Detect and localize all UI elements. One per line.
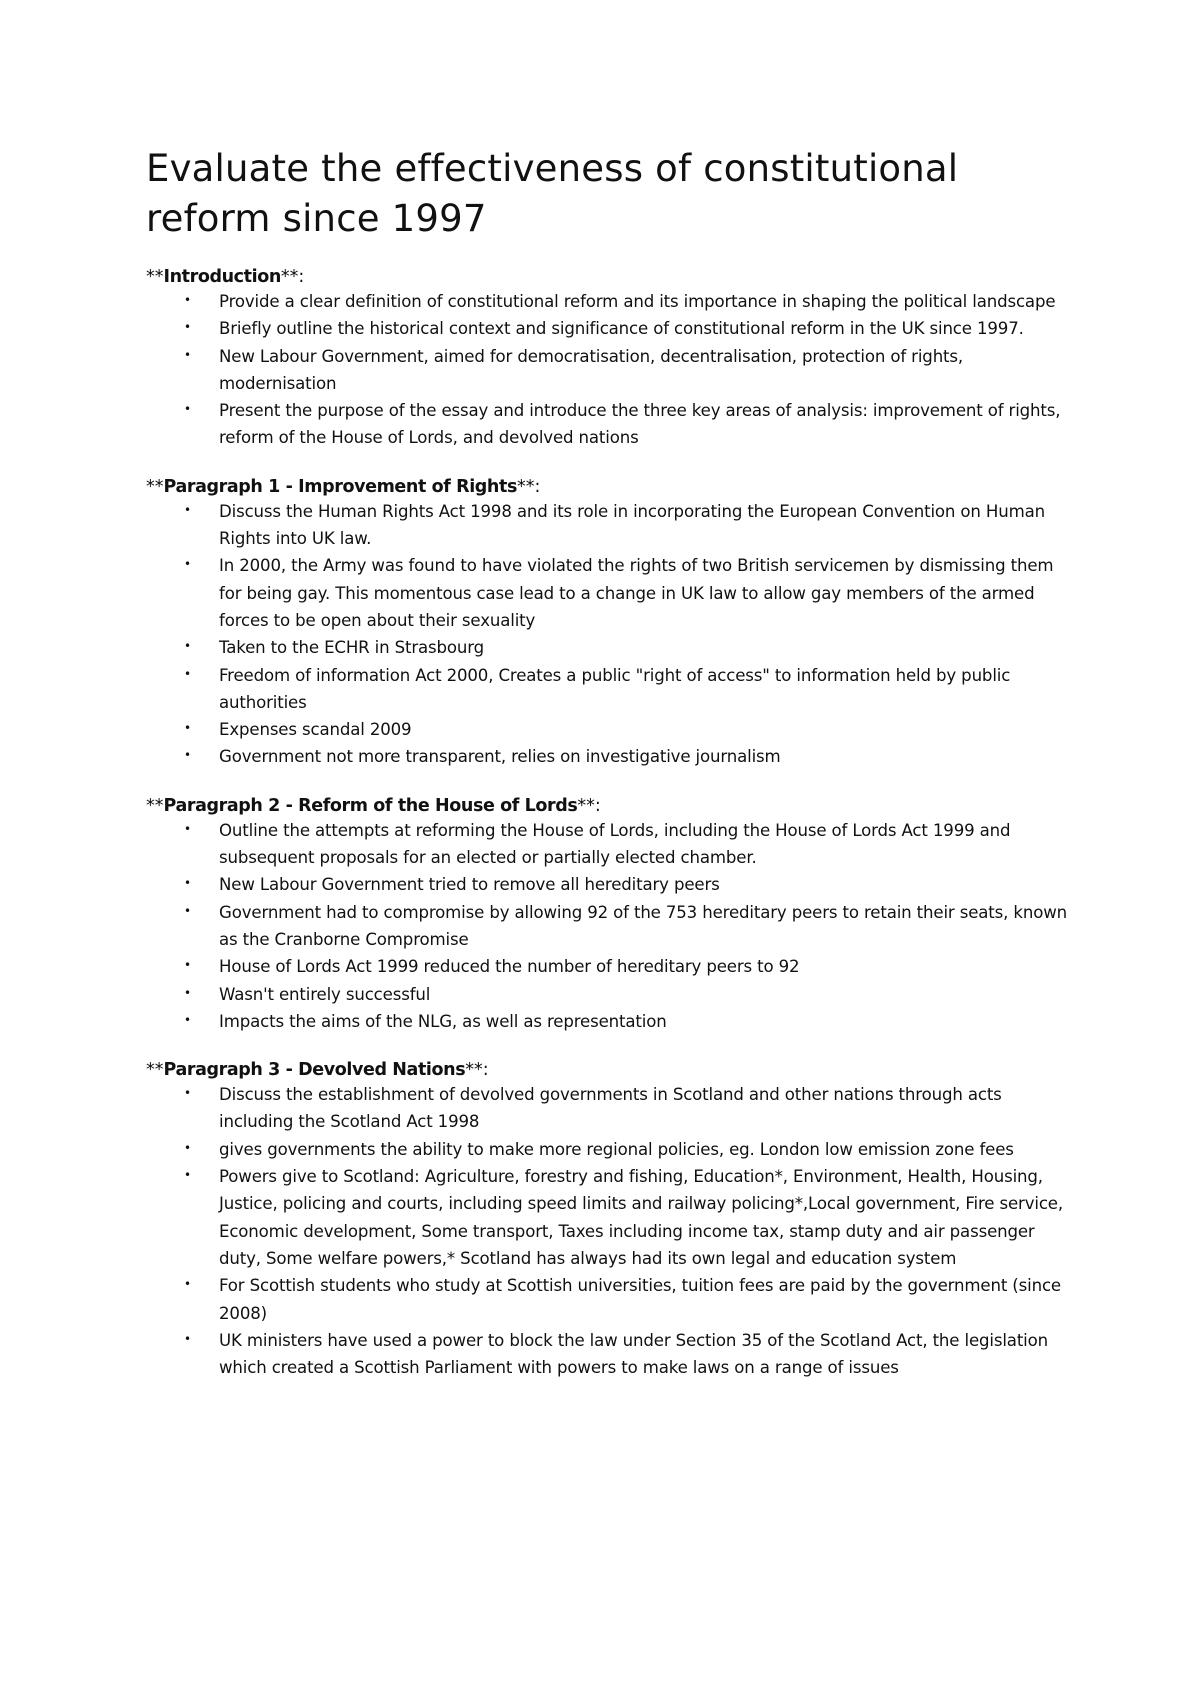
section-heading [146,1059,1076,1081]
list-item-text: Freedom of information Act 2000, Creates a public "right of access" to information held by public authorities [219,665,1011,712]
bullet-icon: • [184,402,191,417]
list-item [146,1081,1076,1136]
bullet-icon: • [184,748,191,763]
list-item [146,871,1076,898]
list-item-text: Provide a clear definition of constitutional reform and its importance in shaping the political landscape [219,292,1056,311]
list-item-text: Government had to compromise by allowing 92 of the 753 hereditary peers to retain their seats, known as the Cranborne Compromise [219,902,1067,949]
heading-prefix: ** [146,267,164,287]
bullet-icon: • [184,1168,191,1183]
list-item [146,1327,1076,1382]
list-item-text: Present the purpose of the essay and introduce the three key areas of analysis: improvement of rights, reform of the House of Lords, and devolved nations [219,401,1061,448]
list-item [146,817,1076,872]
bullet-list [146,1081,1076,1381]
bullet-icon: • [184,1140,191,1155]
list-item [146,343,1076,398]
bullet-icon: • [184,958,191,973]
bullet-icon: • [184,1012,191,1027]
heading-text: Paragraph 1 - Improvement of Rights [163,476,517,497]
heading-prefix: ** [146,795,164,816]
section [146,795,1076,1035]
sections-container [146,266,1076,1381]
list-item [146,1008,1076,1035]
section-heading [146,795,1076,817]
list-item-text: New Labour Government, aimed for democratisation, decentralisation, protection of rights, modernisation [219,346,964,393]
list-item-text: House of Lords Act 1999 reduced the number of hereditary peers to 92 [219,957,800,977]
bullet-icon: • [184,1277,191,1292]
section [146,1059,1076,1381]
bullet-icon: • [184,320,191,335]
list-item [146,498,1076,553]
list-item [146,1163,1076,1272]
list-item-text: Powers give to Scotland: Agriculture, forestry and fishing, Education*, Environment, Health, Housing, Justice, policing and courts, including speed limits and railway policing*,Local government, Fire service, Economic development, Some transport, Taxes including income tax, stamp duty and air passenger duty, Some welfare powers,* Scotland has always had its own legal and education system [219,1167,1063,1268]
bullet-icon: • [184,821,191,836]
heading-suffix: **: [577,795,601,816]
section-heading [146,266,1076,288]
bullet-icon: • [184,502,191,517]
bullet-icon: • [184,557,191,572]
heading-suffix: **: [465,1060,489,1081]
list-item [146,288,1076,315]
list-item-text: Impacts the aims of the NLG, as well as representation [219,1011,667,1031]
bullet-icon: • [184,721,191,736]
list-item-text: New Labour Government tried to remove all hereditary peers [219,875,720,895]
bullet-icon: • [184,347,191,362]
list-item [146,634,1076,661]
bullet-icon: • [184,639,191,654]
list-item [146,899,1076,954]
heading-text: Introduction [163,267,281,287]
list-item [146,397,1076,452]
list-item [146,662,1076,717]
bullet-list [146,817,1076,1035]
list-item [146,1136,1076,1163]
heading-suffix: **: [516,476,541,497]
list-item-text: Government not more transparent, relies on investigative journalism [219,747,781,767]
bullet-list [146,498,1076,771]
heading-text: Paragraph 2 - Reform of the House of Lords [163,795,578,816]
list-item [146,981,1076,1008]
heading-prefix: ** [146,1060,164,1081]
list-item-text: For Scottish students who study at Scottish universities, tuition fees are paid by the government (since 2008) [219,1276,1061,1323]
list-item-text: Discuss the Human Rights Act 1998 and its role in incorporating the European Convention on Human Rights into UK law. [219,501,1045,549]
list-item-text: In 2000, the Army was found to have violated the rights of two British servicemen by dismissing them for being gay. This momentous case lead to a change in UK law to allow gay members of the armed forces to be open about their sexuality [219,556,1054,630]
list-item [146,315,1076,342]
list-item [146,1272,1076,1327]
list-item-text: Wasn't entirely successful [219,984,431,1004]
list-item-text: Outline the attempts at reforming the House of Lords, including the House of Lords Act 1999 and subsequent proposals for an elected or partially elected chamber. [219,820,1011,868]
section [146,476,1076,771]
bullet-icon: • [184,666,191,681]
bullet-icon: • [184,293,191,307]
list-item [146,953,1076,980]
bullet-icon: • [184,903,191,918]
list-item [146,716,1076,743]
list-item [146,552,1076,634]
heading-text: Paragraph 3 - Devolved Nations [163,1060,466,1081]
section [146,266,1076,452]
bullet-icon: • [184,985,191,1000]
bullet-icon: • [184,1331,191,1346]
bullet-icon: • [184,876,191,891]
bullet-icon: • [184,1086,191,1101]
list-item [146,743,1076,770]
heading-prefix: ** [146,476,164,497]
document-title: Evaluate the effectiveness of constitutional reform since 1997 [146,147,959,240]
list-item-text: gives governments the ability to make more regional policies, eg. London low emission zone fees [219,1139,1014,1159]
document-page [146,144,1076,1405]
list-item-text: UK ministers have used a power to block the law under Section 35 of the Scotland Act, the legislation which created a Scottish Parliament with powers to make laws on a range of issues [219,1330,1049,1378]
list-item-text: Discuss the establishment of devolved governments in Scotland and other nations through acts including the Scotland Act 1998 [219,1085,1002,1132]
list-item-text: Taken to the ECHR in Strasbourg [219,638,485,658]
list-item-text: Briefly outline the historical context and significance of constitutional reform in the UK since 1997. [219,319,1024,339]
bullet-list [146,288,1076,452]
heading-suffix: **: [280,267,305,287]
section-heading [146,476,1076,498]
list-item-text: Expenses scandal 2009 [219,720,412,740]
